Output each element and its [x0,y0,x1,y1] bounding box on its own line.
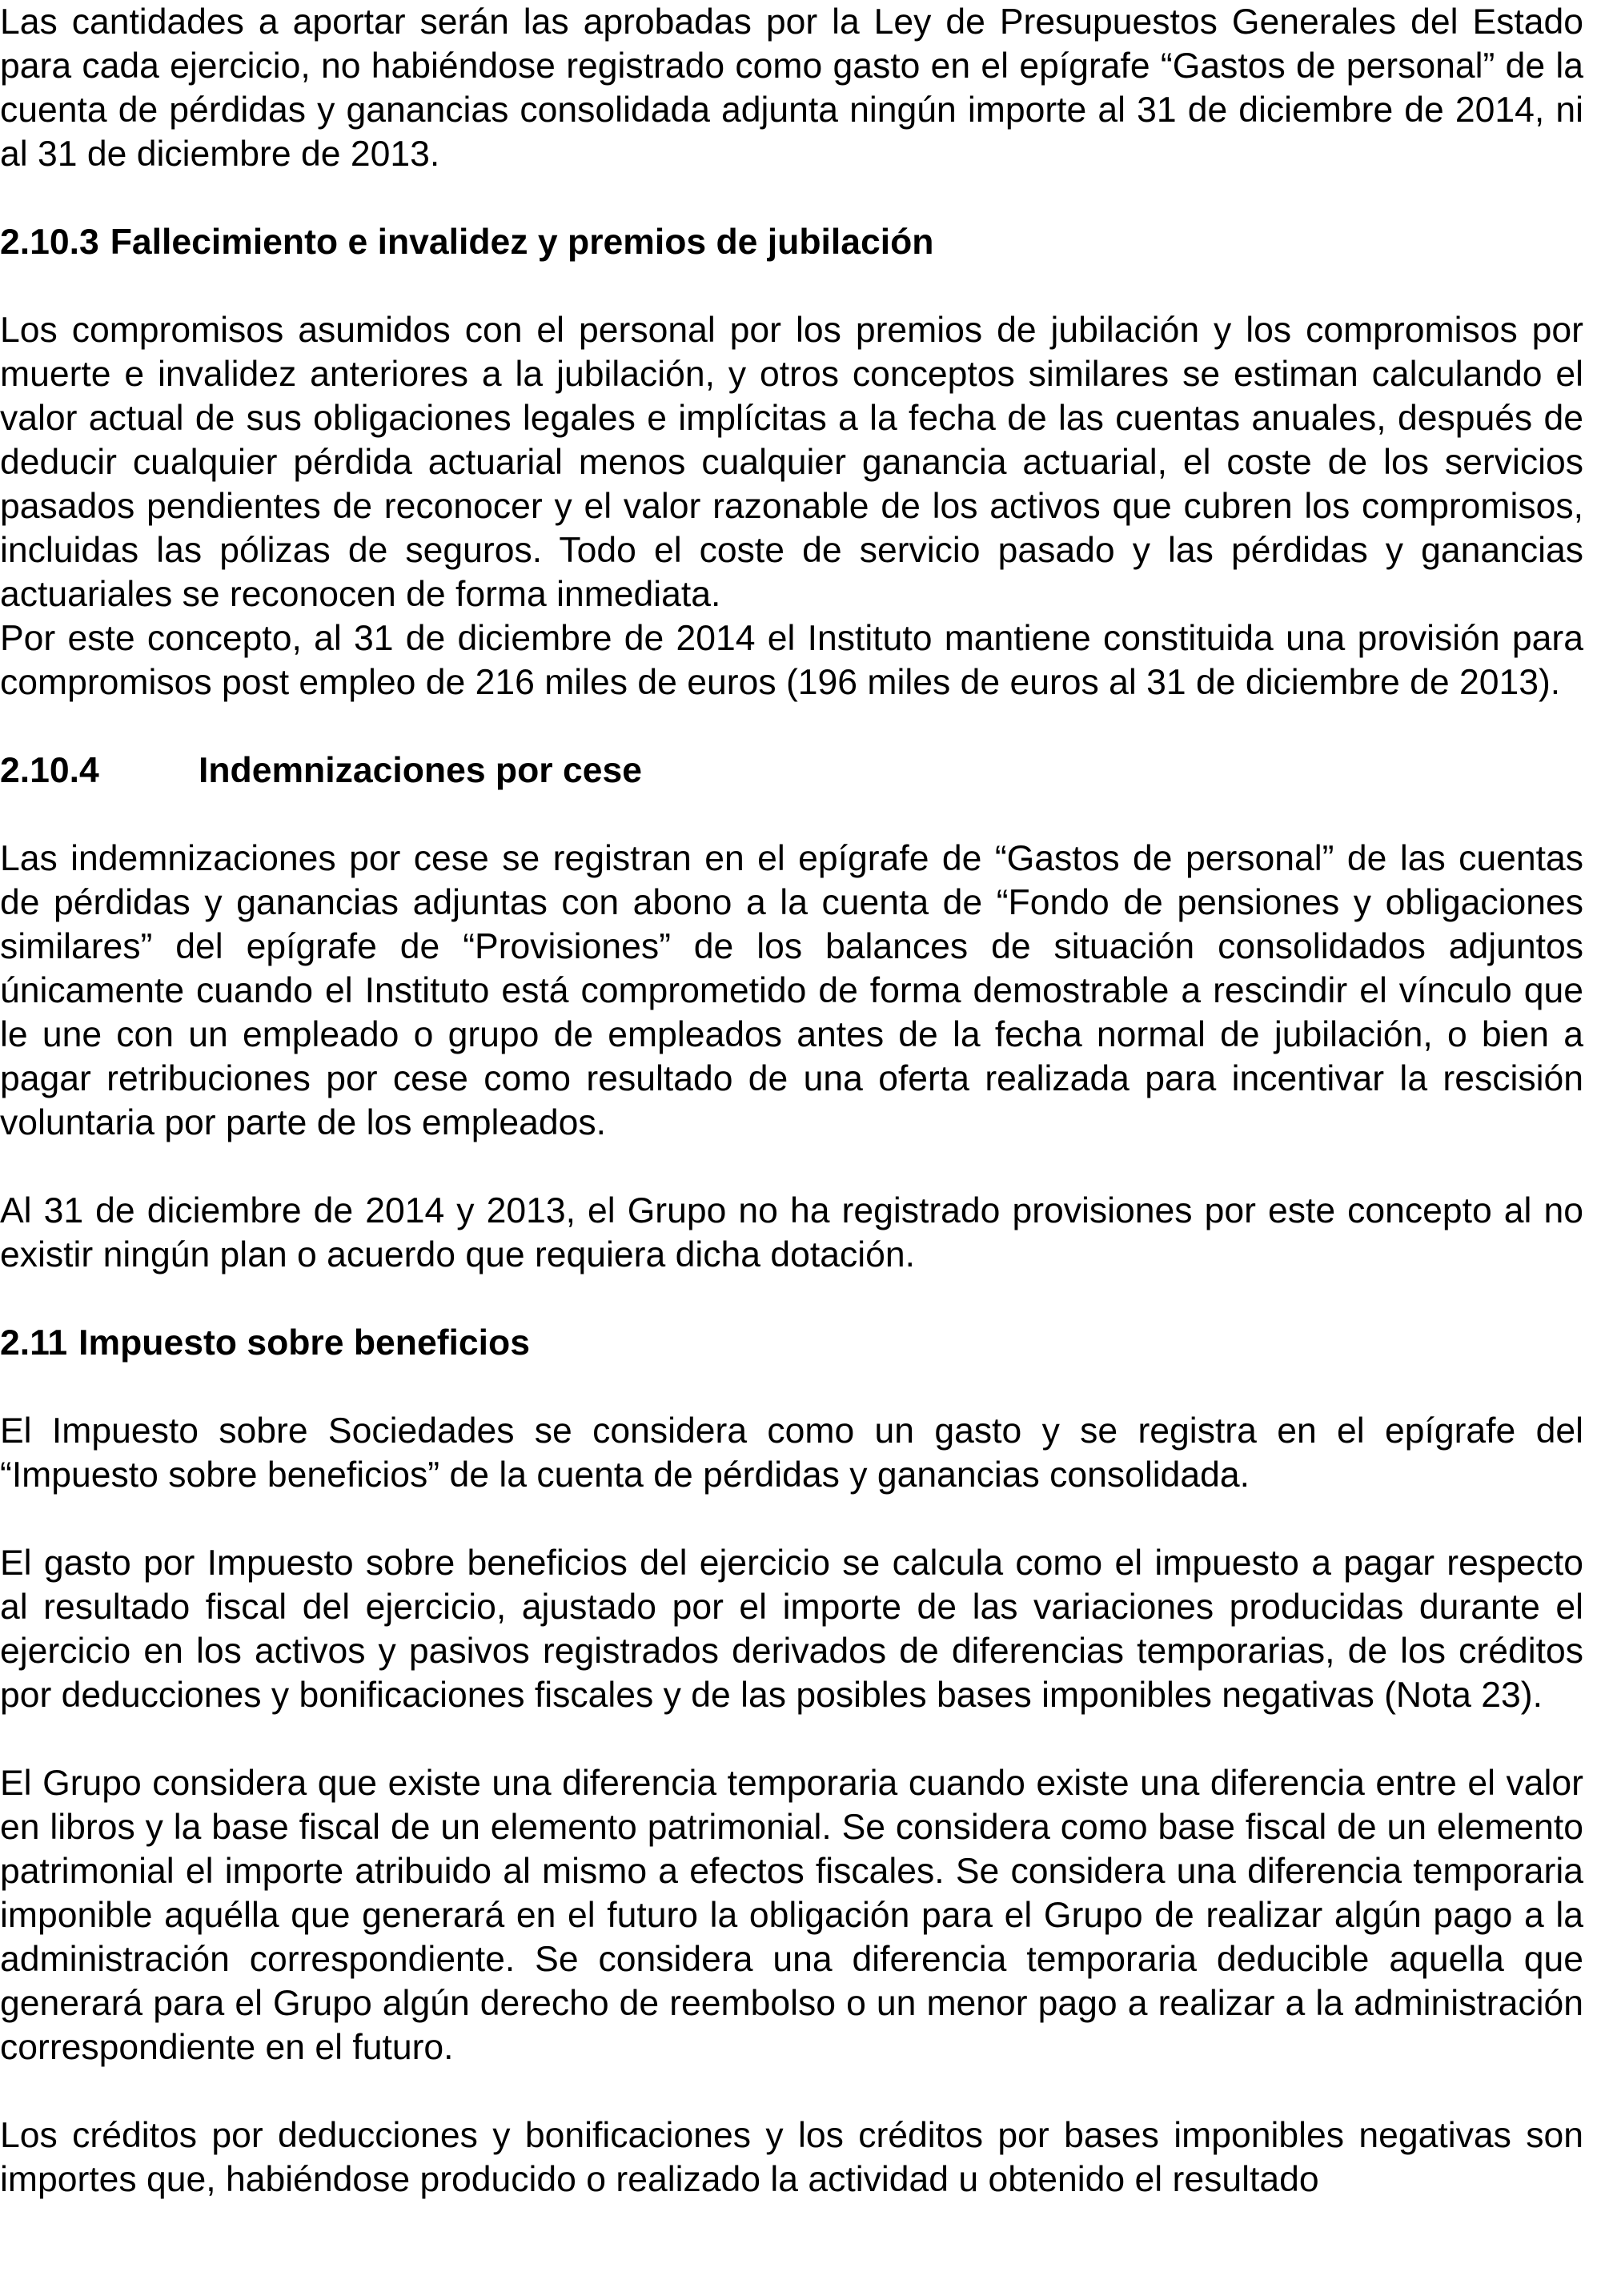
heading-title: Indemnizaciones por cese [199,751,642,790]
paragraph-credits: Los créditos por deducciones y bonificaciones y los créditos por bases imponibles negativas son importes que, habiéndose producido o realizado la actividad u obtenido el resultado [0,2116,1583,2199]
paragraph-no-provisions: Al 31 de diciembre de 2014 y 2013, el Grupo no ha registrado provisiones por este concepto al no existir ningún plan o acuerdo que requiera dicha dotación. [0,1191,1583,1274]
paragraph-corporate-tax: El Impuesto sobre Sociedades se considera como un gasto y se registra en el epígrafe del “Impuesto sobre beneficios” de la cuenta de pérdidas y ganancias consolidada. [0,1411,1583,1495]
spacer [0,1365,1583,1409]
paragraph-provision: Por este concepto, al 31 de diciembre de 2014 el Instituto mantiene constituida una provisión para compromisos post empleo de 216 miles de euros (196 miles de euros al 31 de diciembre de 2013). [0,619,1583,702]
heading-2-11 [0,1321,1583,1365]
heading-number: 2.10.3 [0,223,99,262]
heading-number: 2.11 [0,1323,68,1363]
heading-title: Fallecimiento e invalidez y premios de jubilación [110,223,934,262]
paragraph-commitments: Los compromisos asumidos con el personal por los premios de jubilación y los compromisos por muerte e invalidez anteriores a la jubilación, y otros conceptos similares se estiman calculando el valor actual de sus obligaciones legales e implícitas a la fecha de las cuentas anuales, después de deducir cualquier pérdida actuarial menos cualquier ganancia actuarial, el coste de los servicios pasados pendientes de reconocer y el valor razonable de los activos que cubren los compromisos, incluidas las pólizas de seguros. Todo el coste de servicio pasado y las pérdidas y ganancias actuariales se reconocen de forma inmediata. [0,311,1583,614]
spacer [0,2069,1583,2113]
heading-2-10-4 [0,749,1583,793]
paragraph-temporary-difference: El Grupo considera que existe una diferencia temporaria cuando existe una diferencia entre el valor en libros y la base fiscal de un elemento patrimonial. Se considera como base fiscal de un elemento patrimonial el importe atribuido al mismo a efectos fiscales. Se considera una diferencia temporaria imponible aquélla que generará en el futuro la obligación para el Grupo de realizar algún pago a la administración correspondiente. Se considera una diferencia temporaria deducible aquella que generará para el Grupo algún derecho de reembolso o un menor pago a realizar a la administración correspondiente en el futuro. [0,1764,1583,2067]
heading-title: Impuesto sobre beneficios [78,1323,530,1363]
paragraph-severance: Las indemnizaciones por cese se registran en el epígrafe de “Gastos de personal” de las cuentas de pérdidas y ganancias adjuntas con abono a la cuenta de “Fondo de pensiones y obligaciones similares” del epígrafe de “Provisiones” de los balances de situación consolidados adjuntos únicamente cuando el Instituto está comprometido de forma demostrable a rescindir el vínculo que le une con un empleado o grupo de empleados antes de la fecha normal de jubilación, o bien a pagar retribuciones por cese como resultado de una oferta realizada para incentivar la rescisión voluntaria por parte de los empleados. [0,839,1583,1142]
spacer [0,1497,1583,1541]
spacer [0,1145,1583,1189]
spacer [0,704,1583,749]
spacer [0,176,1583,220]
heading-2-10-3 [0,220,1583,264]
spacer [0,793,1583,837]
heading-number: 2.10.4 [0,751,99,790]
spacer [0,1717,1583,1761]
spacer [0,264,1583,308]
spacer [0,1277,1583,1321]
paragraph-tax-expense: El gasto por Impuesto sobre beneficios del ejercicio se calcula como el impuesto a pagar respecto al resultado fiscal del ejercicio, ajustado por el importe de las variaciones producidas durante el ejercicio en los activos y pasivos registrados derivados de diferencias temporarias, de los créditos por deducciones y bonificaciones fiscales y de las posibles bases imponibles negativas (Nota 23). [0,1543,1583,1715]
paragraph-contributions: Las cantidades a aportar serán las aprobadas por la Ley de Presupuestos Generales del Estado para cada ejercicio, no habiéndose registrado como gasto en el epígrafe “Gastos de personal” de la cuenta de pérdidas y ganancias consolidada adjunta ningún importe al 31 de diciembre de 2014, ni al 31 de diciembre de 2013. [0,2,1583,174]
